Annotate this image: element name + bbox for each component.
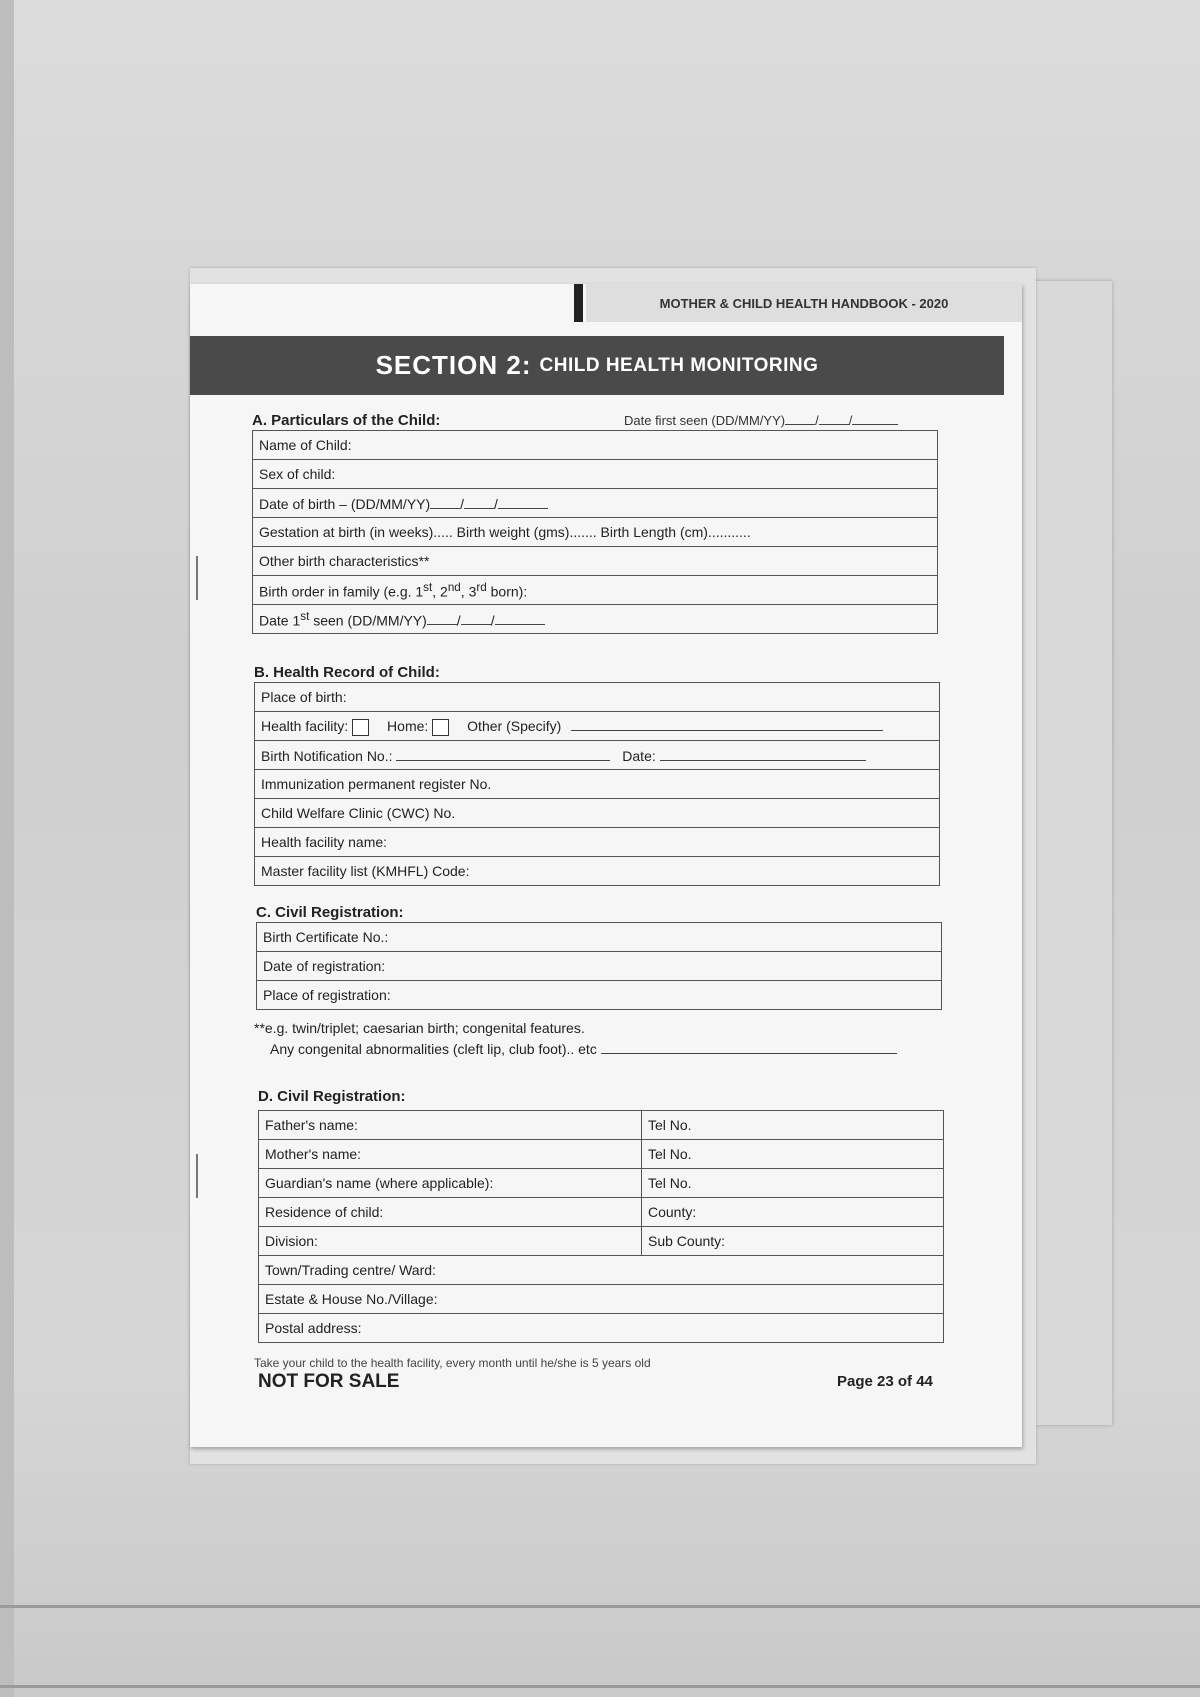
sub-county-field[interactable]: Sub County: bbox=[642, 1227, 944, 1256]
notification-date-label: Date: bbox=[622, 748, 656, 764]
fathers-tel-field[interactable]: Tel No. bbox=[642, 1111, 944, 1140]
birth-certificate-field[interactable]: Birth Certificate No.: bbox=[257, 923, 942, 952]
place-of-birth-options bbox=[255, 712, 940, 741]
home-checkbox[interactable] bbox=[432, 719, 449, 736]
header-accent-bar bbox=[574, 284, 583, 322]
home-label: Home: bbox=[387, 718, 429, 735]
scan-edge-line bbox=[0, 1605, 1200, 1608]
health-facility-label: Health facility: bbox=[261, 718, 349, 735]
section-a-title: A. Particulars of the Child: bbox=[252, 412, 441, 429]
date-first-seen: Date first seen (DD/MM/YY) / / bbox=[624, 410, 898, 428]
immunization-register-field[interactable]: Immunization permanent register No. bbox=[255, 770, 940, 799]
section-c-title: C. Civil Registration: bbox=[256, 904, 404, 921]
section-b-title: B. Health Record of Child: bbox=[254, 664, 440, 681]
handbook-title: MOTHER & CHILD HEALTH HANDBOOK - 2020 bbox=[586, 284, 1022, 322]
fathers-name-field[interactable]: Father's name: bbox=[259, 1111, 642, 1140]
section-a-table bbox=[252, 430, 938, 634]
health-facility-checkbox[interactable] bbox=[352, 719, 369, 736]
page-number: Page 23 of 44 bbox=[837, 1373, 933, 1390]
date-of-registration-field[interactable]: Date of registration: bbox=[257, 952, 942, 981]
scan-edge-line bbox=[0, 1685, 1200, 1688]
section-prefix: SECTION 2: bbox=[375, 350, 532, 380]
section-b-table bbox=[254, 682, 940, 886]
staple bbox=[196, 556, 198, 600]
birth-notification-label: Birth Notification No.: bbox=[261, 748, 393, 764]
staple bbox=[196, 1154, 198, 1198]
ordinal-suffix: st bbox=[423, 580, 433, 594]
ordinal-suffix: nd bbox=[447, 580, 461, 594]
gestation-weight-length-field[interactable]: Gestation at birth (in weeks)..... Birth weight (gms)....... Birth Length (cm)........... bbox=[253, 518, 938, 547]
birth-notification-field[interactable] bbox=[255, 741, 940, 770]
sex-of-child-field[interactable]: Sex of child: bbox=[253, 460, 938, 489]
birth-order-field[interactable] bbox=[253, 576, 938, 605]
scan-margin bbox=[0, 0, 14, 1697]
kmhfl-code-field[interactable]: Master facility list (KMHFL) Code: bbox=[255, 857, 940, 886]
section-banner bbox=[190, 336, 1004, 395]
mothers-tel-field[interactable]: Tel No. bbox=[642, 1140, 944, 1169]
ordinal-suffix: st bbox=[300, 609, 310, 623]
birth-order-label: , 3 bbox=[460, 583, 477, 600]
date-seen-label: Date 1 bbox=[259, 612, 301, 629]
abnormalities-line[interactable] bbox=[601, 1039, 897, 1054]
division-field[interactable]: Division: bbox=[259, 1227, 642, 1256]
date-of-birth-field[interactable]: Date of birth – (DD/MM/YY) / / bbox=[253, 489, 938, 518]
postal-address-field[interactable]: Postal address: bbox=[259, 1314, 944, 1343]
date-first-seen-label: Date first seen (DD/MM/YY) bbox=[624, 413, 786, 428]
place-of-birth-field[interactable]: Place of birth: bbox=[255, 683, 940, 712]
handbook-page bbox=[190, 284, 1022, 1447]
other-specify-line[interactable] bbox=[571, 716, 883, 731]
ordinal-suffix: rd bbox=[476, 580, 487, 594]
health-facility-name-field[interactable]: Health facility name: bbox=[255, 828, 940, 857]
footnote-line-1: **e.g. twin/triplet; caesarian birth; congenital features. bbox=[254, 1020, 585, 1036]
date-of-birth-label: Date of birth – (DD/MM/YY) bbox=[259, 496, 431, 512]
mothers-name-field[interactable]: Mother's name: bbox=[259, 1140, 642, 1169]
place-of-registration-field[interactable]: Place of registration: bbox=[257, 981, 942, 1010]
footnote-line-2 bbox=[254, 1039, 897, 1060]
footnote bbox=[254, 1018, 897, 1060]
other-specify-label: Other (Specify) bbox=[467, 718, 562, 735]
birth-order-label: Birth order in family (e.g. 1 bbox=[259, 583, 424, 600]
cwc-number-field[interactable]: Child Welfare Clinic (CWC) No. bbox=[255, 799, 940, 828]
section-c-table bbox=[256, 922, 942, 1010]
residence-field[interactable]: Residence of child: bbox=[259, 1198, 642, 1227]
footer-tagline: Take your child to the health facility, every month until he/she is 5 years old bbox=[254, 1356, 651, 1370]
other-birth-characteristics-field[interactable]: Other birth characteristics** bbox=[253, 547, 938, 576]
date-seen-label: seen (DD/MM/YY) bbox=[309, 612, 427, 629]
date-first-seen-field[interactable]: Date 1st seen (DD/MM/YY) / / bbox=[253, 605, 938, 634]
section-d-title: D. Civil Registration: bbox=[258, 1088, 406, 1105]
name-of-child-field[interactable]: Name of Child: bbox=[253, 431, 938, 460]
birth-order-label: , 2 bbox=[432, 583, 448, 600]
birth-order-label: born): bbox=[486, 583, 528, 600]
county-field[interactable]: County: bbox=[642, 1198, 944, 1227]
section-d-table bbox=[258, 1110, 944, 1343]
footnote-line-2-text: Any congenital abnormalities (cleft lip, club foot).. etc bbox=[270, 1041, 597, 1057]
guardians-name-field[interactable]: Guardian's name (where applicable): bbox=[259, 1169, 642, 1198]
section-title: CHILD HEALTH MONITORING bbox=[539, 354, 819, 376]
estate-village-field[interactable]: Estate & House No./Village: bbox=[259, 1285, 944, 1314]
not-for-sale: NOT FOR SALE bbox=[258, 1371, 400, 1392]
town-ward-field[interactable]: Town/Trading centre/ Ward: bbox=[259, 1256, 944, 1285]
guardians-tel-field[interactable]: Tel No. bbox=[642, 1169, 944, 1198]
